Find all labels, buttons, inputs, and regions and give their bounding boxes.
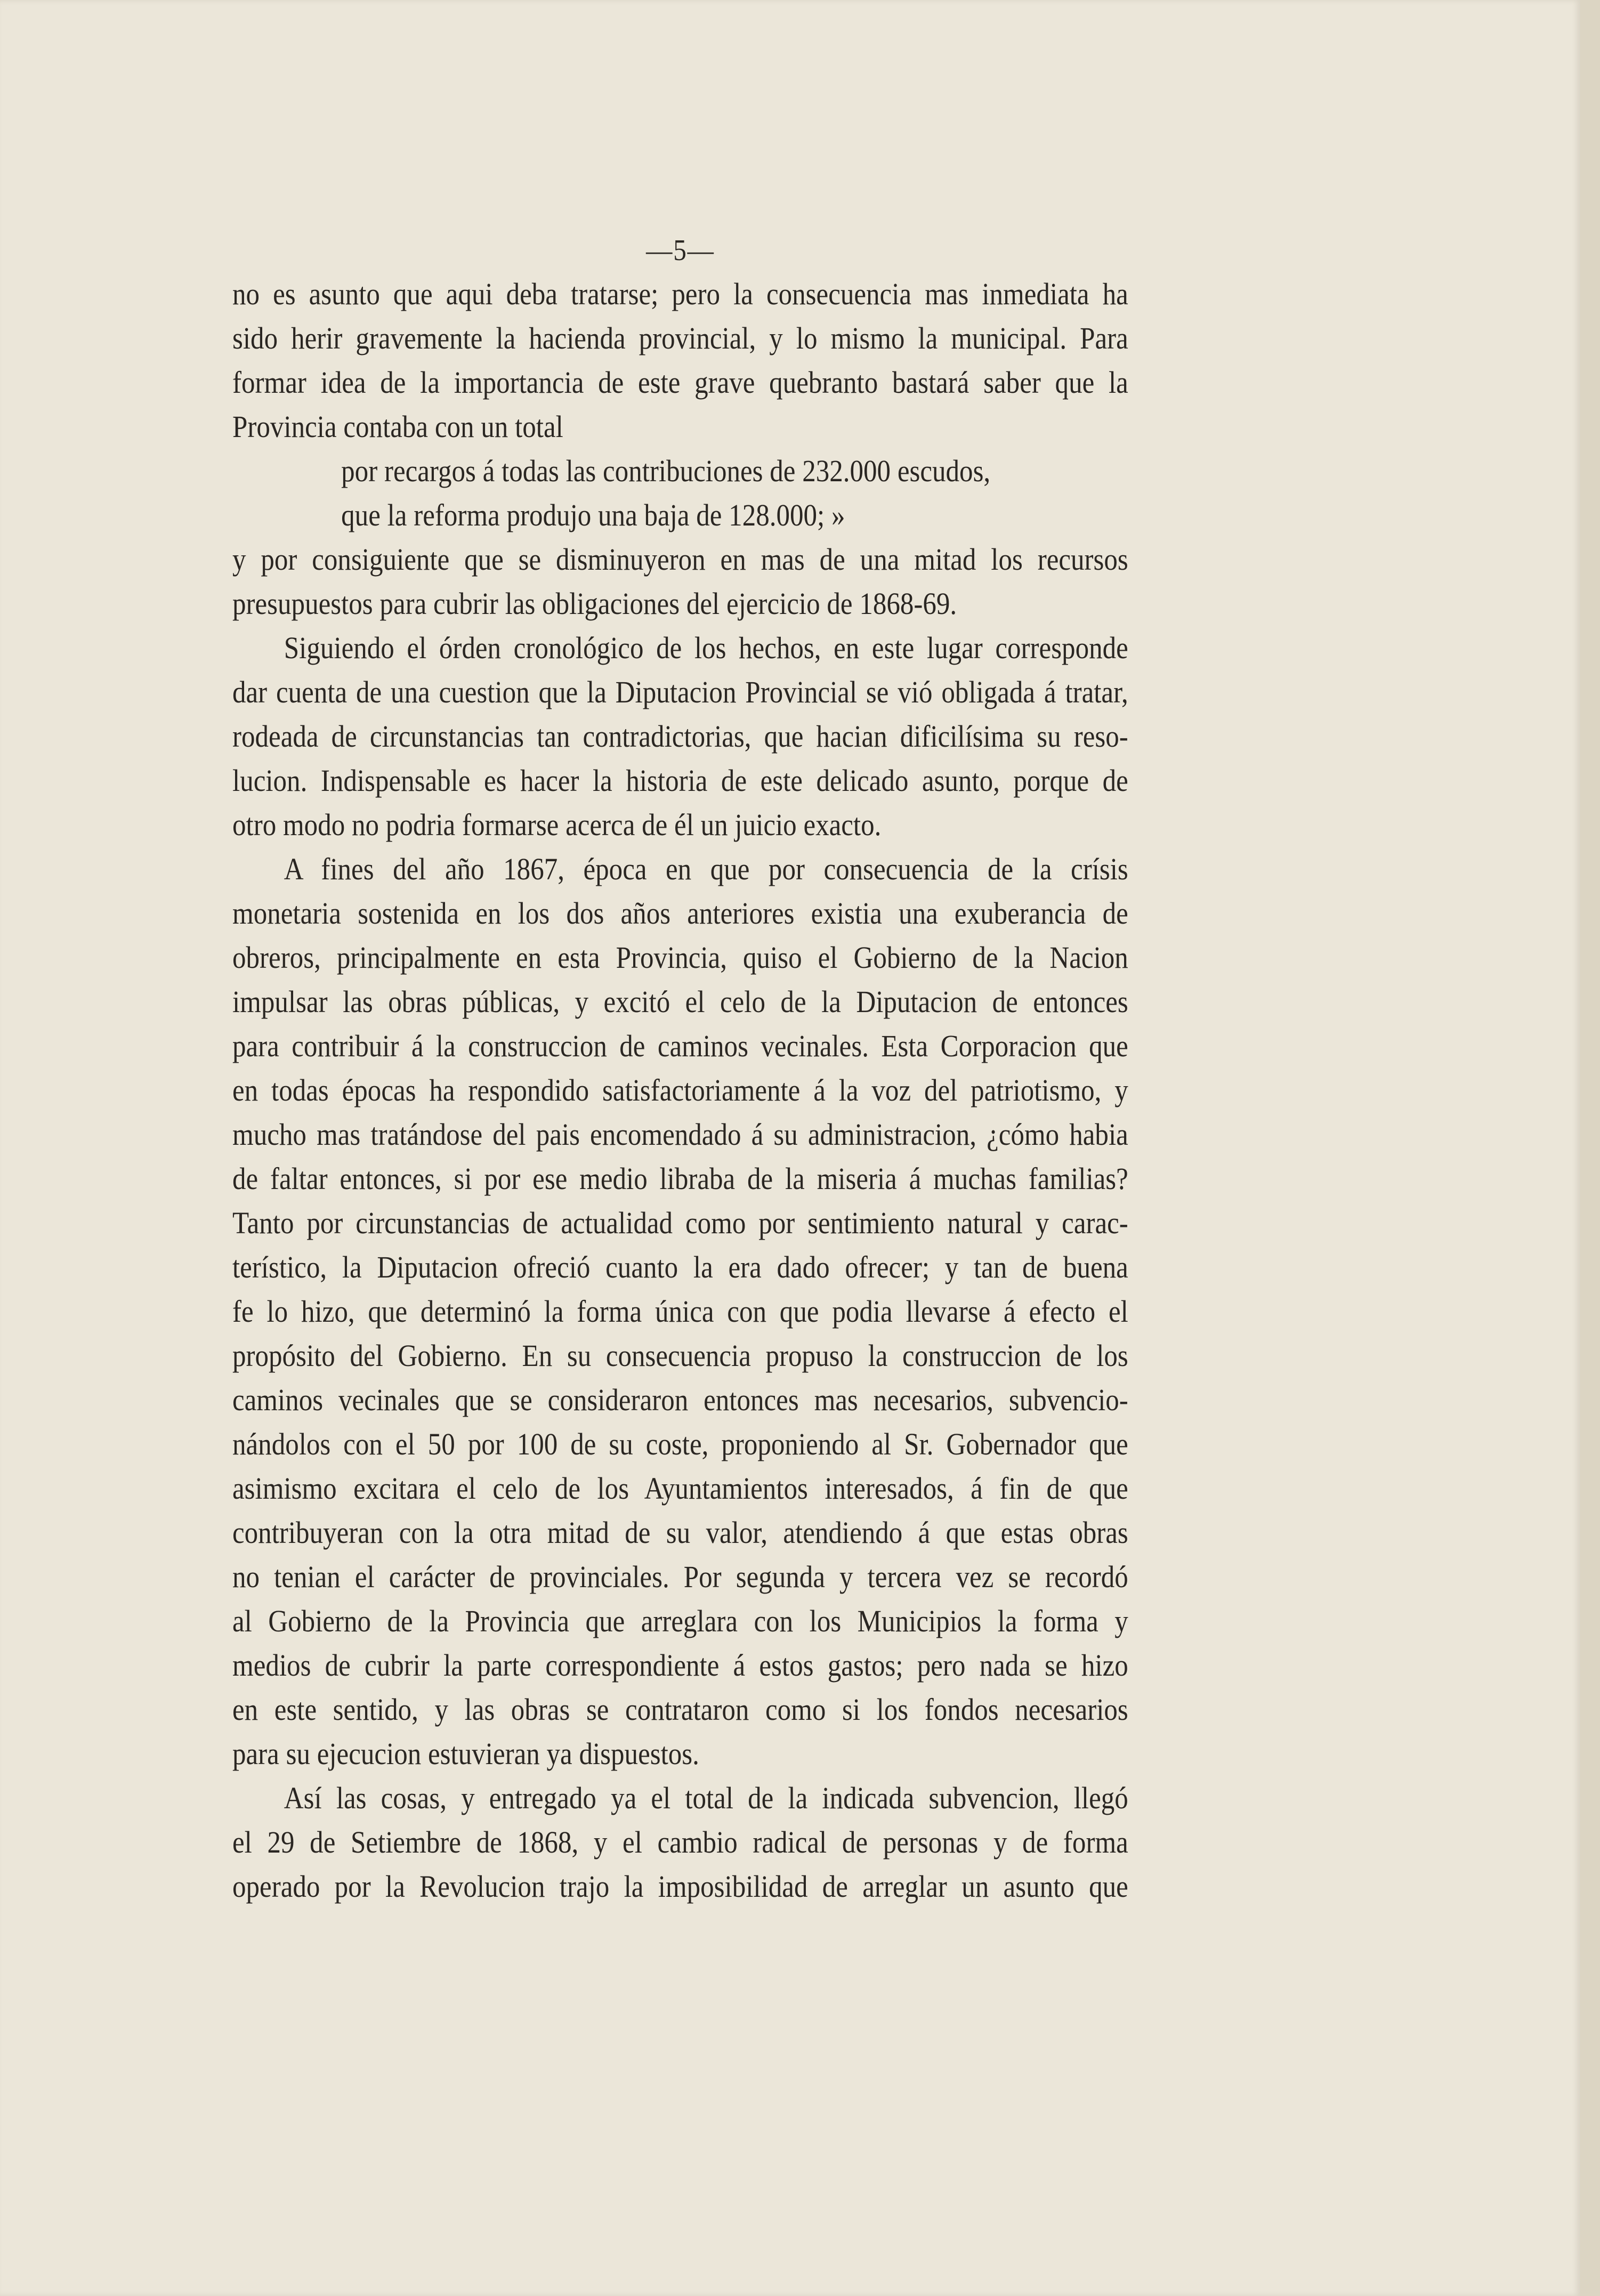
- body-text: [232, 235, 1128, 1909]
- text-line: medios de cubrir la parte correspondiente á estos gastos; pero nada se hizo: [232, 1648, 1128, 1683]
- text-line: asimismo excitara el celo de los Ayuntamientos interesados, á fin de que: [232, 1471, 1128, 1506]
- text-line: por recargos á todas las contribuciones de 232.000 escudos,: [341, 454, 991, 488]
- text-line: presupuestos para cubrir las obligaciones del ejercicio de 1868-69.: [232, 586, 957, 621]
- text-line: lucion. Indispensable es hacer la historia de este delicado asunto, porque de: [232, 763, 1128, 798]
- page-edge: [1580, 0, 1600, 2296]
- text-line: impulsar las obras públicas, y excitó el celo de la Diputacion de entonces: [232, 984, 1128, 1019]
- text-line: propósito del Gobierno. En su consecuencia propuso la construccion de los: [232, 1338, 1128, 1373]
- text-line: rodeada de circunstancias tan contradictorias, que hacian dificilísima su reso-: [232, 719, 1128, 754]
- text-line: el 29 de Setiembre de 1868, y el cambio radical de personas y de forma: [232, 1825, 1128, 1860]
- paragraph-lines: [232, 272, 1128, 1909]
- text-line: en todas épocas ha respondido satisfactoriamente á la voz del patriotismo, y: [232, 1073, 1128, 1107]
- text-line: obreros, principalmente en esta Provincia, quiso el Gobierno de la Nacion: [232, 940, 1128, 975]
- text-line: Tanto por circunstancias de actualidad como por sentimiento natural y carac-: [232, 1206, 1128, 1240]
- text-line: y por consiguiente que se disminuyeron en mas de una mitad los recursos: [232, 542, 1128, 577]
- text-line: no tenian el carácter de provinciales. Por segunda y tercera vez se recordó: [232, 1559, 1128, 1594]
- text-line: no es asunto que aqui deba tratarse; pero la consecuencia mas inmediata ha: [232, 277, 1128, 311]
- text-line: operado por la Revolucion trajo la imposibilidad de arreglar un asunto que: [232, 1869, 1128, 1904]
- text-line: en este sentido, y las obras se contrataron como si los fondos necesarios: [232, 1692, 1128, 1727]
- text-line: Así las cosas, y entregado ya el total de la indicada subvencion, llegó: [284, 1781, 1128, 1815]
- text-line: A fines del año 1867, época en que por consecuencia de la crísis: [284, 852, 1128, 886]
- text-line: sido herir gravemente la hacienda provincial, y lo mismo la municipal. Para: [232, 321, 1128, 355]
- text-line: dar cuenta de una cuestion que la Diputacion Provincial se vió obligada á tratar,: [232, 675, 1128, 709]
- text-line: Provincia contaba con un total: [232, 409, 563, 444]
- text-line: mucho mas tratándose del pais encomendado á su administracion, ¿cómo habia: [232, 1117, 1128, 1152]
- text-line: de faltar entonces, si por ese medio libraba de la miseria á muchas familias?: [232, 1161, 1128, 1196]
- text-line: Siguiendo el órden cronológico de los hechos, en este lugar corresponde: [284, 630, 1128, 665]
- text-line: para contribuir á la construccion de caminos vecinales. Esta Corporacion que: [232, 1029, 1128, 1063]
- text-line: para su ejecucion estuvieran ya dispuestos.: [232, 1736, 699, 1771]
- text-line: caminos vecinales que se consideraron entonces mas necesarios, subvencio-: [232, 1383, 1128, 1417]
- text-line: nándolos con el 50 por 100 de su coste, proponiendo al Sr. Gobernador que: [232, 1427, 1128, 1461]
- text-line: monetaria sostenida en los dos años anteriores existia una exuberancia de: [232, 896, 1128, 931]
- text-line: que la reforma produjo una baja de 128.000; »: [341, 498, 845, 532]
- text-line: fe lo hizo, que determinó la forma única con que podia llevarse á efecto el: [232, 1294, 1128, 1329]
- page-number: —5—: [646, 234, 715, 267]
- text-line: formar idea de la importancia de este grave quebranto bastará saber que la: [232, 365, 1128, 400]
- text-line: contribuyeran con la otra mitad de su valor, atendiendo á que estas obras: [232, 1515, 1128, 1550]
- text-line: otro modo no podria formarse acerca de él un juicio exacto.: [232, 807, 882, 842]
- text-line: terístico, la Diputacion ofreció cuanto la era dado ofrecer; y tan de buena: [232, 1250, 1128, 1284]
- text-line: al Gobierno de la Provincia que arreglara con los Municipios la forma y: [232, 1604, 1128, 1638]
